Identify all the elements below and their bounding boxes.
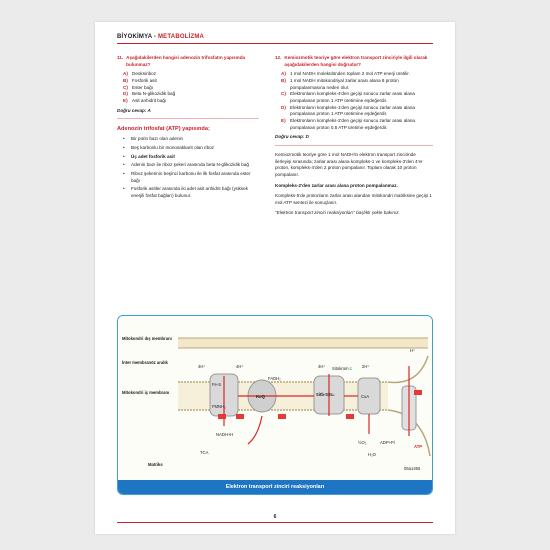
atp-bullet: • Riboz şekerinin beşinci karbonu ile ilk fosfat arasında ester bağı <box>123 170 251 183</box>
fadh2-label: FADH₂ <box>268 376 281 381</box>
q11-option-b: B) Fosforik asit <box>123 77 157 83</box>
explanation-paragraph: Kompleks-2'den zarlar arası alana proton pompalanmaz. <box>275 182 398 188</box>
right-column <box>275 55 433 217</box>
outer-membrane <box>178 338 428 348</box>
adp-label: ADP+Pi <box>380 440 395 445</box>
cua-label: CuA <box>361 394 370 399</box>
q11-options <box>117 71 259 104</box>
atp-section-title: Adenozin trifosfat (ATP) yapısında; <box>117 126 210 133</box>
divider <box>275 145 433 146</box>
q12-options <box>275 71 433 131</box>
nadh-label: NADH+H <box>216 432 234 437</box>
etc-figure <box>117 315 433 495</box>
outer-membrane-label: Mitokondri dış membranı <box>122 336 172 341</box>
divider <box>117 118 259 119</box>
fes-label: Fe-S <box>212 382 222 387</box>
proton-label: 4H⁺ <box>198 364 206 369</box>
etc-diagram <box>118 316 433 482</box>
atp-bullet: • Bir pürin bazı olan adenin <box>123 136 184 142</box>
tca-label: TCA <box>200 450 209 455</box>
fmnh2-label: FMNH₂ <box>212 404 226 409</box>
q11-option-d: D) Beta N-glikozidik bağ <box>123 91 176 97</box>
question-11: 11. Aşağıdakilerden hangisi adenozin trifosfatın yapısında bulunmaz? <box>117 55 246 67</box>
oxygen-label: ½O₂ <box>358 440 367 445</box>
q12-option-a: A) 1 mol NADH molekülünden toplam 2 mol ATP enerji üretilir. <box>281 71 410 77</box>
q12-option-e: E) Elektronların kompleks-2'den geçişi sonucu zarlar arası alana pompalanan proton 0,5 ATP üretime eşdeğerdir. <box>281 117 415 130</box>
figure-caption: Elektron transport zinciri reaksiyonları <box>118 480 432 494</box>
q12-option-d: D) Elektronların kompleks-1'den geçişi sonucu zarlar arası alana pompalanan proton 1 ATP üretimine eşdeğerdir. <box>281 104 415 117</box>
proton-label: 2H⁺ <box>362 364 370 369</box>
atp-bullet: • Üç adet fosforik asit <box>123 153 175 159</box>
proton-label: H⁺ <box>410 348 416 353</box>
proton-label: 4H⁺ <box>318 364 326 369</box>
running-header: BİYOKİMYA - METABOLİZMA <box>117 34 205 40</box>
header-rule <box>117 43 433 44</box>
explanation-paragraph: Kompleks-5'de protonların zarlar arası alandan mitokondri matriksine geçişi 1 mol ATP sentezi ile sonuçlanır. <box>275 193 432 205</box>
atp-label: ATP <box>414 444 423 449</box>
matrix-label: Matriks <box>148 462 163 467</box>
question-12: 12. Kemiozmotik teoriye göre elektron transport zinciriyle ilgili olarak aşağıdakilerden hangisi doğrudur? <box>275 55 428 67</box>
intermembrane-label: İnter membranöz aralık <box>122 360 168 365</box>
explanation-paragraph: Kemiozmotik teoriye göre 1 mol NADH'in elektron transport zincirinde ilerleyişi sırasında; zarlar arası alana kompleks-1 ve kompleks-3'den 4'er proton, kompleks-4'den 2 proton pompalanır. Toplam olarak 10 proton pompalanır. <box>275 151 423 177</box>
cytochrome-c-label: Sitokrom c <box>332 366 352 371</box>
atp-bullet: • Beş karbonlu bir monosakkarit olan riboz <box>123 145 214 151</box>
q12-option-c: C) Elektronların kompleks-4'den geçişi sonucu zarlar arası alana pompalanan proton 1 ATP üretimine eşdeğerdir. <box>281 91 415 103</box>
water-label: H₂O <box>368 452 376 457</box>
figure-code: 05a1455 <box>404 466 421 471</box>
left-column <box>117 55 259 200</box>
page-number: 6 <box>273 514 277 520</box>
cyt-b-c1-label: Sitb-Sitc₁ <box>316 392 335 397</box>
q11-option-a: A) Deoksiriboz <box>123 71 156 77</box>
proton-label: 4H⁺ <box>236 364 244 369</box>
koq-label: KoQ <box>256 394 265 399</box>
document-page <box>95 22 455 534</box>
atp-bullet-list <box>117 136 259 199</box>
inner-membrane-label: Mitokondri iç membranı <box>122 390 170 395</box>
q12-answer: Doğru cevap: D <box>275 134 309 140</box>
footer-rule <box>117 522 433 523</box>
q11-option-e: E) Asit anhidrit bağı <box>123 97 167 103</box>
q11-answer: Doğru cevap: A <box>117 107 151 113</box>
q12-option-b: B) 1 mol NADH mitokondriyal zarlar arası alana 8 proton pompalanmasına neden olur. <box>281 77 399 90</box>
explanation-paragraph: "Elektron transport zinciri reaksiyonları" başlıklı şekle bakınız. <box>275 210 400 216</box>
atp-bullet: • Fosforik asitler arasında iki adet asit anhidrit bağı (yüksek enerjili fosfat bağları) bulunur. <box>123 186 248 198</box>
atp-bullet: • Adenin bazı ile riboz şekeri arasında beta N-glikozidik bağ <box>123 162 249 168</box>
q11-option-c: C) Ester bağı <box>123 84 153 90</box>
